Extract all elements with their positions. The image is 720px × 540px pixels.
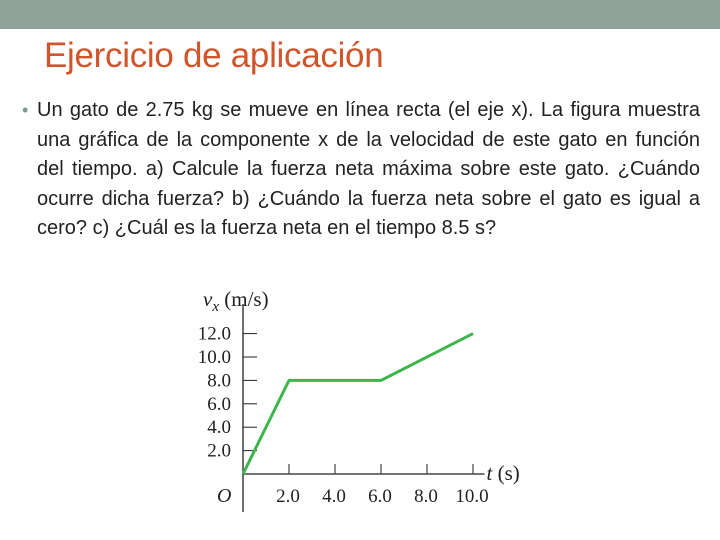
y-tick-label: 8.0 xyxy=(207,370,231,392)
top-bar xyxy=(0,0,720,29)
bullet-marker: • xyxy=(22,100,29,120)
x-tick-label: 8.0 xyxy=(414,486,438,507)
x-tick-label: 6.0 xyxy=(368,486,392,507)
x-tick-label: 4.0 xyxy=(322,486,346,507)
y-axis-label: $v_x$ (m/s) xyxy=(203,287,269,315)
y-tick-label: 4.0 xyxy=(207,417,231,439)
y-tick-label: 12.0 xyxy=(197,323,231,345)
x-tick-label: 10.0 xyxy=(455,486,489,507)
velocity-chart-svg xyxy=(180,282,540,522)
x-axis-label: t (s) xyxy=(486,461,520,485)
y-tick-label: 10.0 xyxy=(197,347,231,368)
velocity-chart xyxy=(180,282,540,522)
velocity-line xyxy=(243,334,473,474)
y-tick-label: 2.0 xyxy=(207,440,231,462)
origin-label: O xyxy=(217,485,232,507)
x-tick-label: 2.0 xyxy=(276,486,300,507)
bullet-text: Un gato de 2.75 kg se mueve en línea recta (el eje x). La figura muestra una gráfica de la componente x de la velocidad de este gato en función del tiempo. a) Calcule la fuerza neta máxima sobre este gato. ¿Cuándo ocurre dicha fuerza? b) ¿Cuándo la fuerza neta sobre el gato es igual a cero? c) ¿Cuál es la fuerza neta en el tiempo 8.5 s? xyxy=(37,99,700,239)
y-tick-label: 6.0 xyxy=(207,393,231,415)
slide-title: Ejercicio de aplicación xyxy=(44,36,384,75)
